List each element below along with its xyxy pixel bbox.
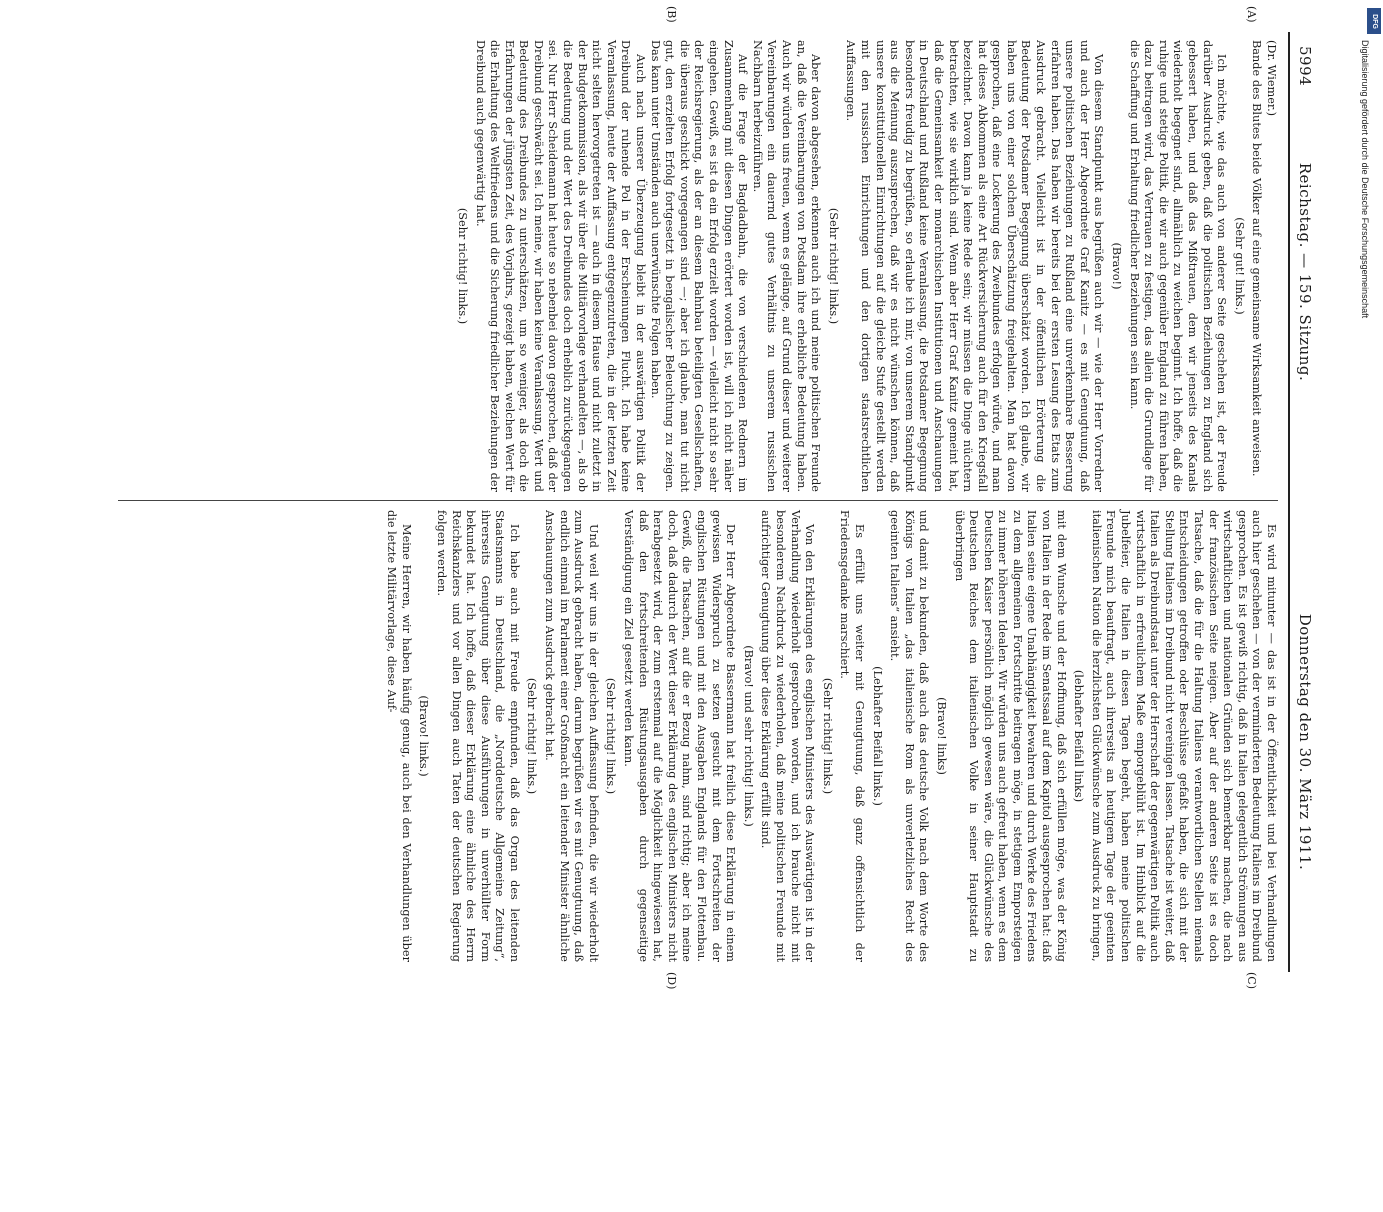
reaction: (Sehr richtig! links.): [525, 677, 539, 795]
paragraph: Und weil wir uns in der gleichen Auffassung befinden, die wir wiederholt zum Ausdruck gebracht haben, darum begrüßen wir es mit Genugtuung, daß endlich einmal im Parlament einer Großmacht ein leitender Minister ähnliche Anschauungen zum Ausdruck gebracht hat.: [543, 510, 600, 962]
header-date: Donnerstag den 30. März 1911.: [1296, 613, 1314, 871]
paragraph: Auch nach unserer Überzeugung bleibt in der auswärtigen Politik der Dreibund der ruhende Pol in der Erscheinungen Flucht. Ich habe keine Veranlassung, heute der Auffassung entgegenzutreten, die in der letzten Zeit nicht selten hervorgetreten ist — auch in diesem Hause und nicht zuletzt in der Budgetkommission, als wir über die Militärvorlage verhandelten —, als ob die Bedeutung und der Wert des Dreibundes doch erheblich zurückgegangen sei. Nur Herr Scheidemann hat heute so nebenbei davon gesprochen, daß der Dreibund geschwächt sei. Ich meine, wir haben keine Veranlassung, Wert und Bedeutung des Dreibundes zu unterschätzen, um so weniger, als doch die Erfahrungen der jüngsten Zeit, des Vorjahrs, gezeigt haben, welchen Wert für die Erhaltung des Weltfriedens und die Sicherung friedlicher Beziehungen der Dreibund auch gegenwärtig hat.: [473, 40, 648, 492]
dfg-logo: DFG: [1367, 8, 1381, 34]
paragraph: Es erfüllt uns weiter mit Genugtuung, daß ganz offensichtlich der Friedensgedanke marschiert.: [838, 510, 866, 962]
margin-letter-b: (B): [665, 6, 678, 23]
header-rule: [1288, 32, 1290, 972]
margin-letter-d: (D): [665, 972, 678, 990]
reaction: (Sehr gut! links.): [1232, 217, 1246, 315]
left-column: [451, 40, 1278, 492]
reaction: (Bravo!): [1110, 242, 1124, 290]
paragraph: Der Herr Abgeordnete Bassermann hat freilich diese Erklärung in einem gewissen Widerspruch zu setzen gesucht mit dem Fortschreiten der englischen Rüstungen und mit den Ausgaben Englands für den Flottenbau. Gewiß, die Tatsachen, auf die er Bezug nahm, sind richtig; aber ich meine doch, daß dadurch der Wert dieser Erklärung des englischen Ministers nicht herabgesetzt wird, der zum erstenmal auf die Möglichkeit hingewiesen hat, daß den fortschreitenden Rüstungsausgaben durch gegenseitige Verständigung ein Ziel gesetzt werden kann.: [622, 510, 738, 962]
header-title: Reichstag. — 159. Sitzung.: [1296, 162, 1314, 382]
paragraph: Von den Erklärungen des englischen Ministers des Auswärtigen ist in der Verhandlung wiederholt gesprochen worden, und ich brauche nicht mit besonderem Nachdruck zu wiederholen, daß meine politischen Freunde mit aufrichtiger Genugtuung über diese Erklärung erfüllt sind.: [759, 510, 817, 962]
paragraph: Es wird mitunter — das ist in der Öffentlichkeit und bei Verhandlungen auch hier geschehen — von der verminderten Bedeutung Italiens im Dreibund gesprochen. Es ist gewiß richtig, daß in Italien gelegentlich Strömungen aus wirtschaftlichen und nationalen Gründen sich bemerkbar machen, die nach der französischen Seite neigen. Aber auf der anderen Seite ist es doch Tatsache, daß die für die Haltung Italiens verantwortlichen Stellen niemals Entscheidungen getroffen oder Beschlüsse gefaßt haben, die sich mit der Stellung Italiens im Dreibund nicht vereinigen lassen. Tatsache ist weiter, daß Italien als Dreibundstaat unter der Herrschaft der gegenwärtigen Politik auch wirtschaftlich in erfreulichem Maße emporgeblüht ist. Im Hinblick auf die Jubelfeier, die Italien in diesen Tagen begeht, haben meine politischen Freunde mich beauftragt, auch ihrerseits an heutigem Tage der geeinten italienischen Nation die herzlichsten Glückwünsche zum Ausdruck zu bringen,: [1089, 510, 1278, 962]
speaker-label: (Dr. Wiemer.): [1265, 40, 1278, 117]
paragraph: Auf die Frage der Bagdadbahn, die von verschiedenen Rednern im Zusammenhang mit diesen Dingen erörtert worden ist, will ich nicht näher eingehen. Gewiß, es ist da ein Erfolg erzielt worden — vielleicht nicht so sehr der Reichsregierung, als der an diesem Bahnbau beteiligten Gesellschaften, die überaus geschickt vorgegangen sind —; aber ich glaube, man tut nicht gut, den erzielten Erfolg fortgesetzt in bengalischer Beleuchtung zu zeigen. Das kann unter Umständen auch unerwünschte Folgen haben.: [648, 40, 750, 492]
reaction: (lebhafter Beifall links): [1072, 669, 1086, 803]
page-number: 5994: [1296, 46, 1314, 87]
paragraph: und damit zu bekunden, daß auch das deutsche Volk nach dem Worte des Königs von Italien „das italienische Rom als unverletzliches Recht des geeinten Italiens“ ansieht.: [888, 510, 931, 962]
reaction: (Bravo! links.): [417, 695, 431, 777]
column-divider: [118, 500, 1278, 501]
paragraph: Bande des Blutes beide Völker auf eine gemeinsame Wirksamkeit anweisen.: [1250, 40, 1264, 477]
paragraph: Aber davon abgesehen, erkennen auch ich und meine politischen Freunde an, daß die Vereinbarungen von Potsdam ihre erhebliche Bedeutung haben. Auch wir würden uns freuen, wenn es gelänge, auf Grund dieser und weiterer Vereinbarungen ein dauernd gutes Verhältnis zu unserem russischen Nachbarn herbeizuführen.: [750, 40, 823, 492]
reaction: (Bravo! links): [934, 697, 948, 775]
reaction: (Sehr richtig! links.): [455, 207, 469, 325]
paragraph: mit dem Wunsche und der Hoffnung, daß sich erfüllen möge, was der König von Italien in der Rede im Senatssaal auf dem Kapitol ausgesprochen hat: daß Italien seine eigene Unabhängigkeit bewahren und durch Werke des Friedens zu dem allgemeinen Fortschritte beitragen möge, in stetigem Emporsteigen zu immer höheren Idealen. Wir würden uns auch gefreut haben, wenn es dem Deutschen Kaiser persönlich möglich gewesen wäre, die Glückwünsche des Deutschen Reiches dem italienischen Volke in seiner Hauptstadt zu überbringen: [952, 510, 1068, 962]
reaction: (Sehr richtig! links.): [826, 207, 840, 325]
reaction: (Sehr richtig! links.): [820, 677, 834, 795]
paragraph: Meine Herren, wir haben häufig genug, auch bei den Verhandlungen über die letzte Militärvorlage, diese Auf-: [385, 510, 413, 962]
digitization-note: Digitalisierung gefördert durch die Deutsche Forschungsgemeinschaft: [1360, 40, 1370, 319]
reaction: (Bravo! und sehr richtig! links.): [741, 645, 755, 827]
reaction: (Sehr richtig! links.): [604, 677, 618, 795]
paragraph: Von diesem Standpunkt aus begrüßen auch wir — wie der Herr Vorredner und auch der Herr Abgeordnete Graf Kanitz — es mit Genugtuung, daß unsere politischen Beziehungen zu Rußland eine unverkennbare Besserung erfahren haben. Das haben wir bereits bei der ersten Lesung des Etats zum Ausdruck gebracht. Vielleicht ist in der öffentlichen Erörterung die Bedeutung der Potsdamer Begegnung überschätzt worden. Ich glaube, wir haben uns von einer solchen Überschätzung freigehalten. Man hat davon gesprochen, daß eine Lockerung des Zweibundes erfolgen würde, und man hat dieses Abkommen als eine Art Rückversicherung auch für den Kriegsfall bezeichnet. Davon kann ja keine Rede sein; wir müssen die Dinge nüchtern betrachten, wie sie wirklich sind. Wenn aber Herr Graf Kanitz gemeint hat, daß die Gemeinsamkeit der monarchischen Institutionen und Anschauungen in Deutschland und Rußland keine Veranlassung, die Potsdamer Begegnung besonders freudig zu begrüßen, so erlaube ich mir, von unserem Standpunkt aus die Meinung auszusprechen, daß wir es nicht wünschen können, daß unsere konstitutionellen Einrichtungen auf die gleiche Stufe gestellt werden mit den russischen Einrichtungen und den dortigen staatsrechtlichen Auffassungen.: [844, 40, 1106, 492]
margin-letter-c: (C): [1245, 972, 1258, 989]
right-column: [384, 510, 1278, 962]
running-header: [1292, 32, 1318, 972]
margin-letter-a: (A): [1245, 6, 1258, 23]
paragraph: Ich habe auch mit Freude empfunden, daß das Organ des leitenden Staatsmanns in Deutschland, die „Norddeutsche Allgemeine Zeitung“, ihrerseits Genugtuung über diese Ausführungen in unverhüllter Form bekundet hat. Ich hoffe, daß dieser Erklärung eine ähnliche des Herrn Reichskanzlers und vor allen Dingen auch Taten der deutschen Regierung folgen werden.: [434, 510, 521, 962]
paragraph: Ich möchte, wie das auch von anderer Seite geschehen ist, der Freude darüber Ausdruck geben, daß die politischen Beziehungen zu England sich gebessert haben, und daß das Mißtrauen, dem wir jenseits des Kanals wiederholt begegnet sind, allmählich zu weichen beginnt. Ich hoffe, daß die ruhige und stetige Politik, die wir auch gegenüber England zu führen haben, dazu beitragen wird, das Vertrauen zu festigen, das allein die Grundlage für die Schaffung und Erhaltung friedlicher Beziehungen sein kann.: [1127, 40, 1229, 492]
reaction: (Lebhafter Beifall links.): [870, 666, 884, 806]
rotated-page-content: [48, 6, 1318, 990]
